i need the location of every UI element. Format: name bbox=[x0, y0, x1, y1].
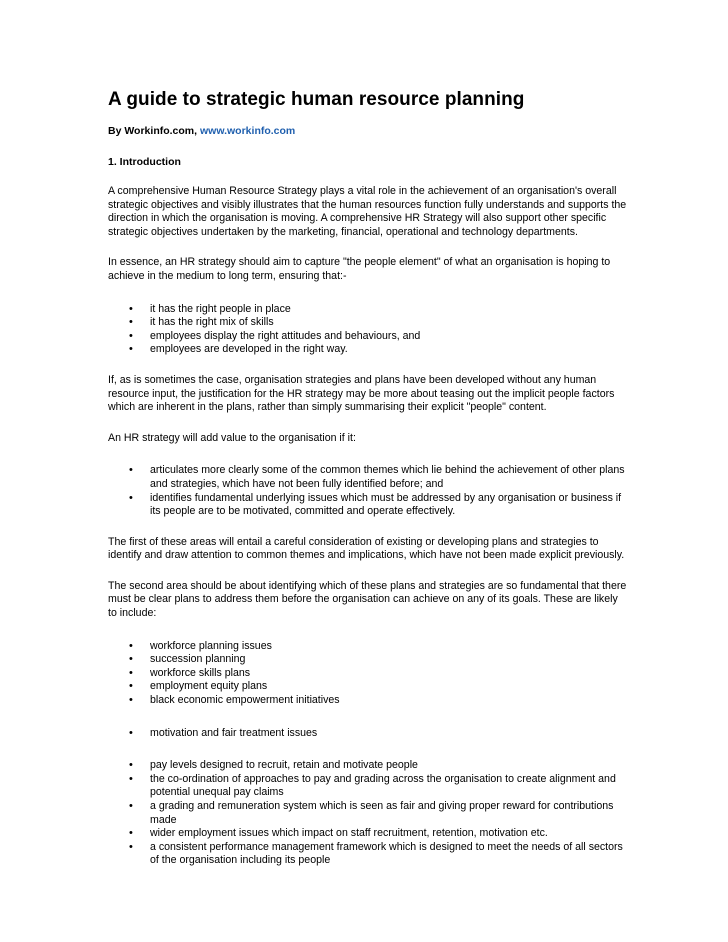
list-item: • employment equity plans bbox=[108, 680, 628, 694]
list-item: • identifies fundamental underlying issues which must be addressed by any organisation or business if its people are to be motivated, committed and operate effectively. bbox=[108, 492, 628, 519]
list-item: • it has the right mix of skills bbox=[108, 316, 628, 330]
byline-prefix: By Workinfo.com, bbox=[108, 125, 200, 137]
list-item: • pay levels designed to recruit, retain and motivate people bbox=[108, 759, 628, 773]
bullet-list-motivation bbox=[108, 727, 628, 741]
bullet-list-people bbox=[108, 303, 628, 357]
list-item: • wider employment issues which impact on staff recruitment, retention, motivation etc. bbox=[108, 827, 628, 841]
byline bbox=[108, 124, 628, 138]
page-title: A guide to strategic human resource planning bbox=[108, 89, 525, 110]
list-item: • workforce planning issues bbox=[108, 640, 628, 654]
list-item: • a grading and remuneration system which is seen as fair and giving proper reward for contributions made bbox=[108, 800, 628, 827]
list-item: • the co-ordination of approaches to pay and grading across the organisation to create alignment and potential unequal pay claims bbox=[108, 773, 628, 800]
list-item: • employees are developed in the right way. bbox=[108, 343, 628, 357]
paragraph-second-area: The second area should be about identifying which of these plans and strategies are so fundamental that there must be clear plans to address them before the organisation can achieve on any of its goals. These are likely to include: bbox=[108, 579, 627, 620]
list-item: • it has the right people in place bbox=[108, 303, 628, 317]
list-item: • employees display the right attitudes and behaviours, and bbox=[108, 330, 628, 344]
list-item: • motivation and fair treatment issues bbox=[108, 727, 628, 741]
paragraph-essence: In essence, an HR strategy should aim to capture "the people element" of what an organisation is hoping to achieve in the medium to long term, ensuring that:- bbox=[108, 256, 611, 282]
paragraph-add-value: An HR strategy will add value to the organisation if it: bbox=[108, 431, 356, 444]
document-content bbox=[108, 88, 628, 868]
list-item: • workforce skills plans bbox=[108, 667, 628, 681]
paragraph-intro: A comprehensive Human Resource Strategy plays a vital role in the achievement of an organisation's overall strategic objectives and visibly illustrates that the human resources function fully understands and supports the direction in which the organisation is moving. A comprehensive HR Strategy will also support other specific strategic objectives undertaken by the marketing, financial, operational and technology departments. bbox=[108, 185, 627, 238]
bullet-list-pay bbox=[108, 759, 628, 868]
list-item: • succession planning bbox=[108, 653, 628, 667]
list-item: • a consistent performance management framework which is designed to meet the needs of all sectors of the organisation including its people bbox=[108, 841, 628, 868]
paragraph-justification: If, as is sometimes the case, organisation strategies and plans have been developed without any human resource input, the justification for the HR strategy may be more about teasing out the implicit people factors which are inherent in the plans, rather than simply summarising their explicit "people" content. bbox=[108, 373, 615, 414]
section-heading: 1. Introduction bbox=[108, 156, 181, 168]
list-item: • articulates more clearly some of the common themes which lie behind the achievement of other plans and strategies, which have not been fully identified before; and bbox=[108, 464, 628, 491]
bullet-list-value bbox=[108, 464, 628, 518]
byline-link[interactable]: www.workinfo.com bbox=[199, 125, 296, 137]
bullet-list-workforce bbox=[108, 640, 628, 708]
paragraph-first-area: The first of these areas will entail a careful consideration of existing or developing plans and strategies to identify and draw attention to common themes and implications, which have not been made explicit previously. bbox=[108, 535, 625, 562]
list-item: • black economic empowerment initiatives bbox=[108, 694, 628, 708]
